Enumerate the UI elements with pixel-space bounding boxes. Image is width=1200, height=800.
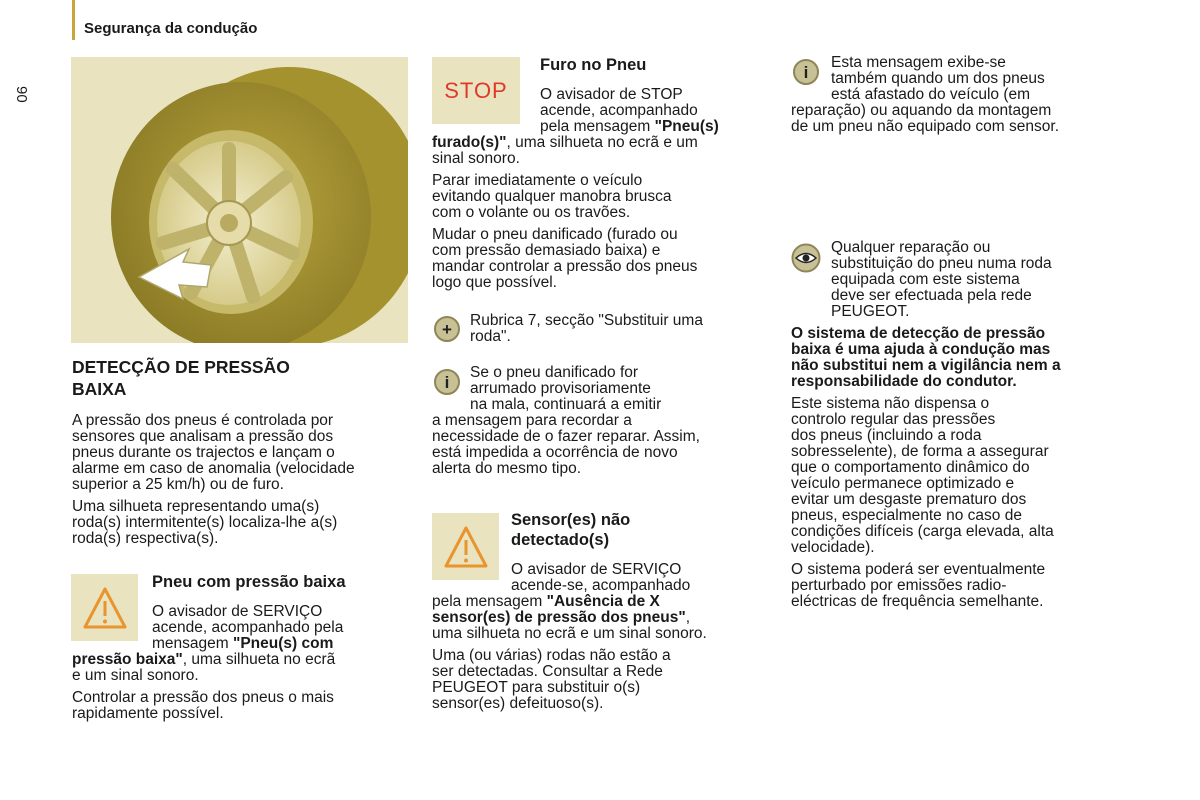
info-glyph: i [803, 62, 809, 82]
text-line: PEUGEOT. [831, 303, 910, 320]
section-title: Segurança da condução [84, 20, 258, 37]
puncture-heading: Furo no Pneu [540, 56, 647, 74]
warning-triangle-panel [71, 574, 138, 641]
low-pressure-paragraph [72, 652, 412, 684]
page-number: 90 [13, 86, 30, 103]
text-line: pela mensagem [432, 593, 547, 610]
text-line: acende, acompanhado [540, 102, 698, 119]
text-line: roda(s) respectiva(s). [72, 530, 219, 547]
text-line: arrumado provisoriamente [470, 380, 651, 397]
text-line: , [685, 609, 691, 626]
info-icon [793, 59, 819, 85]
puncture-text [432, 135, 777, 297]
text-line: velocidade). [791, 539, 875, 556]
repair-note [831, 240, 1052, 320]
text-line: roda". [470, 328, 511, 345]
text-line: Este sistema não dispensa o [791, 395, 990, 412]
text-line: que o comportamento dinâmico do [791, 459, 1030, 476]
text-line: O avisador de SERVIÇO [152, 603, 323, 620]
text-line: pneus, especialmente no caso de [791, 507, 1022, 524]
text-line: perturbado por emissões radio- [791, 577, 1007, 594]
text-line: deve ser efectuada pela rede [831, 287, 1032, 304]
text-line: evitar um desgaste prematuro dos [791, 491, 1027, 508]
text-line: evitando qualquer manobra brusca [432, 188, 672, 205]
text-line: roda(s) intermitente(s) localiza-lhe a(s) [72, 514, 338, 531]
text-line: mensagem [152, 635, 233, 652]
system-text [791, 326, 1136, 616]
low-pressure-text [72, 652, 412, 728]
intro-paragraph [72, 413, 407, 493]
text-line: acende-se, acompanhado [511, 577, 691, 594]
main-heading-line: DETECÇÃO DE PRESSÃO [72, 357, 290, 377]
text-line: sensores que analisam a pressão dos [72, 428, 334, 445]
message-bold: "Ausência de X [546, 593, 660, 610]
text-line: na mala, continuará a emitir [470, 396, 662, 413]
text-line: Parar imediatamente o veículo [432, 172, 643, 189]
puncture-indent [540, 87, 719, 135]
text-line: sinal sonoro. [432, 150, 520, 167]
text-line: equipada com este sistema [831, 271, 1020, 288]
message-bold: sensor(es) de pressão dos pneus" [432, 609, 686, 626]
section-reference [470, 313, 703, 345]
low-pressure-heading: Pneu com pressão baixa [152, 573, 346, 591]
plus-glyph: + [442, 319, 452, 339]
stop-vehicle-paragraph [432, 173, 777, 221]
check-pressure-paragraph [72, 690, 412, 722]
text-line: Uma silhueta representando uma(s) [72, 498, 320, 515]
text-line: O avisador de SERVIÇO [511, 561, 682, 578]
text-line: pela mensagem [540, 118, 655, 135]
warning-triangle-icon [443, 525, 489, 569]
text-line: também quando um dos pneus [831, 70, 1045, 87]
text-line: rapidamente possível. [72, 705, 224, 722]
text-line: responsabilidade do condutor. [791, 373, 1017, 390]
sensor-info-indent [831, 55, 1045, 103]
text-line: O avisador de STOP [540, 86, 683, 103]
text-line: PEUGEOT para substituir o(s) [432, 679, 641, 696]
stop-warning-panel [432, 57, 520, 124]
text-line: uma silhueta no ecrã e um sinal sonoro. [432, 625, 707, 642]
text-line: Esta mensagem exibe-se [831, 54, 1006, 71]
text-line: Mudar o pneu danificado (furado ou [432, 226, 678, 243]
text-line: alarme em caso de anomalia (velocidade [72, 460, 355, 477]
text-line: Rubrica 7, secção "Substituir uma [470, 312, 703, 329]
text-line: baixa é uma ajuda à condução mas [791, 341, 1051, 358]
sensor-heading [511, 510, 630, 550]
text-line: Uma (ou várias) rodas não estão a [432, 647, 671, 664]
text-line: necessidade de o fazer reparar. Assim, [432, 428, 700, 445]
sensor-indent [511, 562, 690, 594]
message-bold: pressão baixa" [72, 651, 183, 668]
warning-triangle-icon [82, 586, 128, 630]
text-line: condições difíceis (carga elevada, alta [791, 523, 1054, 540]
sensor-heading-line: Sensor(es) não [511, 511, 631, 529]
text-line: com pressão demasiado baixa) e [432, 242, 661, 259]
main-heading-line: BAIXA [72, 379, 127, 399]
text-line: de um pneu não equipado com sensor. [791, 118, 1059, 135]
text-line: Qualquer reparação ou [831, 239, 991, 256]
text-line: substituição do pneu numa roda [831, 255, 1052, 272]
text-line: O sistema de detecção de pressão [791, 325, 1046, 342]
info-note-text [432, 413, 777, 477]
text-line: eléctricas de frequência semelhante. [791, 593, 1044, 610]
text-line: logo que possível. [432, 274, 557, 291]
text-line: , uma silhueta no ecrã e um [506, 134, 698, 151]
text-line: ser detectadas. Consultar a Rede [432, 663, 663, 680]
text-line: acende, acompanhado pela [152, 619, 344, 636]
text-line: pneus durante os trajectos e lançam o [72, 444, 335, 461]
text-line: reparação) ou aquando da montagem [791, 102, 1052, 119]
silhouette-paragraph [72, 499, 407, 547]
text-line: está impedida a ocorrência de novo [432, 444, 678, 461]
main-heading [72, 356, 290, 400]
text-line: mandar controlar a pressão dos pneus [432, 258, 698, 275]
eye-icon-graphic [791, 243, 821, 273]
text-line: , uma silhueta no ecrã [182, 651, 336, 668]
text-line: A pressão dos pneus é controlada por [72, 412, 334, 429]
sensor-paragraph [432, 594, 777, 642]
low-pressure-indent [152, 604, 343, 652]
header-accent-bar [72, 0, 75, 40]
text-line: e um sinal sonoro. [72, 667, 199, 684]
stop-label: STOP [444, 77, 508, 103]
message-bold: "Pneu(s) com [232, 635, 334, 652]
text-line: com o volante ou os travões. [432, 204, 631, 221]
change-tyre-paragraph [432, 227, 777, 291]
pressure-check-paragraph [791, 396, 1136, 556]
text-line: O sistema poderá ser eventualmente [791, 561, 1046, 578]
tire-wheel-image [71, 57, 408, 343]
info-note-indent [470, 365, 661, 413]
sensor-replace-paragraph [432, 648, 777, 712]
text-line: está afastado do veículo (em [831, 86, 1031, 103]
text-line: não substitui nem a vigilância nem a [791, 357, 1061, 374]
text-line: alerta do mesmo tipo. [432, 460, 582, 477]
text-line: superior a 25 km/h) ou de furo. [72, 476, 284, 493]
sensor-heading-line: detectado(s) [511, 531, 610, 549]
message-bold: "Pneu(s) [654, 118, 719, 135]
plus-icon [434, 316, 460, 342]
sensor-warning-panel [432, 513, 499, 580]
radio-interference-paragraph [791, 562, 1136, 610]
text-line: a mensagem para recordar a [432, 412, 632, 429]
text-line: sobresselente), de forma a assegurar [791, 443, 1049, 460]
driving-aid-note [791, 326, 1136, 390]
tire-illustration [71, 57, 408, 343]
text-line: controlo regular das pressões [791, 411, 996, 428]
text-line: sensor(es) defeituoso(s). [432, 695, 604, 712]
text-line: Se o pneu danificado for [470, 364, 639, 381]
info-icon [434, 369, 460, 395]
info-glyph: i [444, 372, 450, 392]
sensor-info-text [791, 103, 1136, 135]
text-line: veículo permanece optimizado e [791, 475, 1015, 492]
text-line: dos pneus (incluindo a roda [791, 427, 982, 444]
intro-text [72, 413, 407, 553]
text-line: Controlar a pressão dos pneus o mais [72, 689, 334, 706]
message-bold: furado(s)" [432, 134, 507, 151]
puncture-paragraph [432, 135, 777, 167]
eye-icon [791, 243, 821, 273]
sensor-text [432, 594, 777, 718]
